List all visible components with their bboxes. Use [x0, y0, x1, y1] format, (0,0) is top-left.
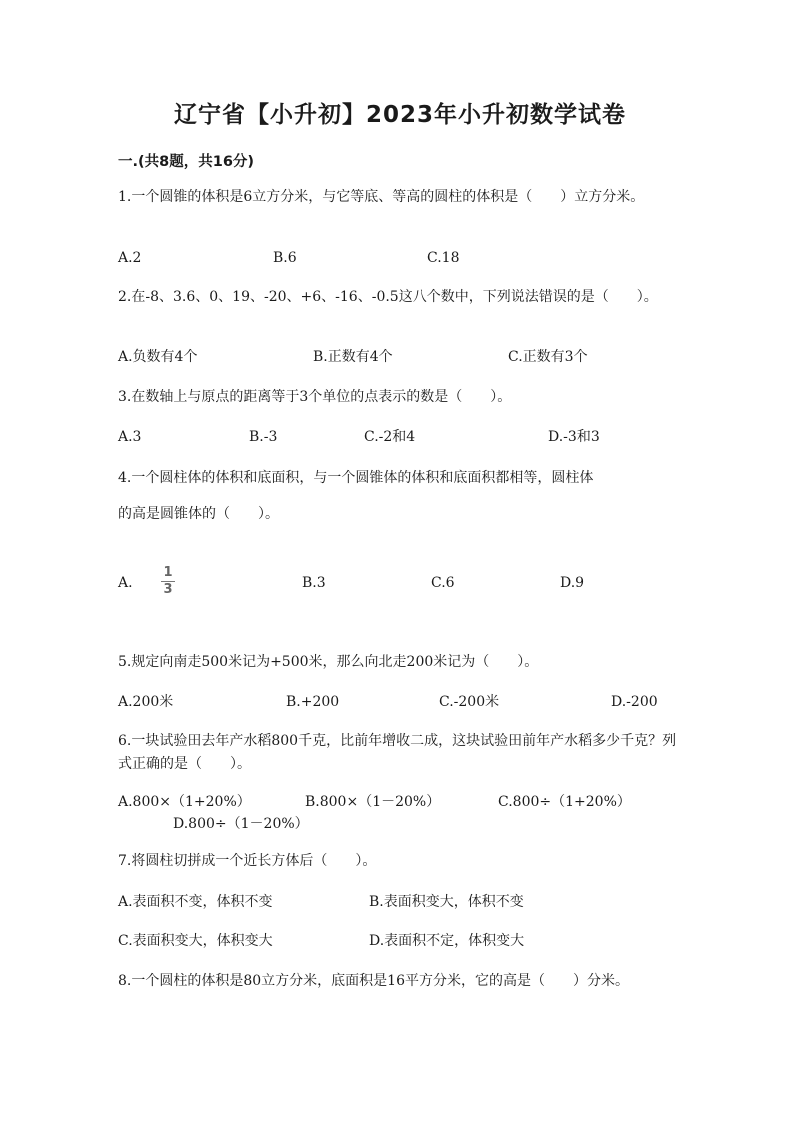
q1-option-b: B.6 — [273, 250, 297, 266]
q4-option-c: C.6 — [431, 575, 455, 591]
q5-option-b: B.+200 — [286, 694, 340, 710]
q4-option-a: A. — [118, 575, 133, 591]
question-1-stem: 1.一个圆锥的体积是6立方分米，与它等底、等高的圆柱的体积是（ ）立方分米。 — [118, 189, 645, 205]
q4-option-a-fraction — [160, 566, 176, 597]
page-title: 辽宁省【小升初】2023年小升初数学试卷 — [173, 102, 626, 128]
q7-option-d: D.表面积不定，体积变大 — [369, 933, 525, 949]
question-4-stem-line1: 4.一个圆柱体的体积和底面积，与一个圆锥体的体积和底面积都相等，圆柱体 — [118, 470, 594, 486]
question-6-stem: 6.一块试验田去年产水稻800千克，比前年增收二成，这块试验田前年产水稻多少千克？列式正确的是（ ）。 — [118, 733, 677, 772]
q4-option-d: D.9 — [560, 575, 585, 591]
question-2-stem: 2.在-8、3.6、0、19、-20、+6、-16、-0.5这八个数中，下列说法错误的是（ ）。 — [118, 289, 658, 305]
q7-option-a: A.表面积不变，体积不变 — [118, 894, 273, 910]
q2-option-a: A.负数有4个 — [118, 349, 198, 365]
q6-option-d: D.800÷（1－20%） — [173, 816, 309, 832]
q5-option-c: C.-200米 — [439, 694, 500, 710]
question-7-stem: 7.将圆柱切拼成一个近长方体后（ ）。 — [118, 853, 377, 869]
q3-option-b: B.-3 — [249, 429, 278, 445]
q4-option-b: B.3 — [302, 575, 326, 591]
q6-option-c: C.800÷（1+20%） — [498, 794, 631, 810]
q5-option-d: D.-200 — [611, 694, 658, 710]
q1-option-a: A.2 — [118, 250, 142, 266]
question-5-stem: 5.规定向南走500米记为+500米，那么向北走200米记为（ ）。 — [118, 654, 539, 670]
fraction-numerator: 1 — [163, 565, 173, 580]
q6-option-a: A.800×（1+20%） — [118, 794, 251, 810]
question-3-stem: 3.在数轴上与原点的距离等于3个单位的点表示的数是（ ）。 — [118, 389, 512, 405]
q5-option-a: A.200米 — [118, 694, 174, 710]
q3-option-c: C.-2和4 — [364, 429, 416, 445]
q7-option-c: C.表面积变大，体积变大 — [118, 933, 273, 949]
q3-option-d: D.-3和3 — [548, 429, 600, 445]
fraction-denominator: 3 — [163, 582, 173, 597]
q2-option-c: C.正数有3个 — [508, 349, 588, 365]
q7-option-b: B.表面积变大，体积不变 — [369, 894, 524, 910]
question-4-stem-line2: 的高是圆锥体的（ ）。 — [118, 506, 279, 522]
section-heading: 一.(共8题，共16分) — [118, 154, 255, 170]
q2-option-b: B.正数有4个 — [313, 349, 393, 365]
q1-option-c: C.18 — [427, 250, 460, 266]
question-8-stem: 8.一个圆柱的体积是80立方分米，底面积是16平方分米，它的高是（ ）分米。 — [118, 973, 629, 989]
q3-option-a: A.3 — [118, 429, 142, 445]
q6-option-b: B.800×（1－20%） — [305, 794, 441, 810]
